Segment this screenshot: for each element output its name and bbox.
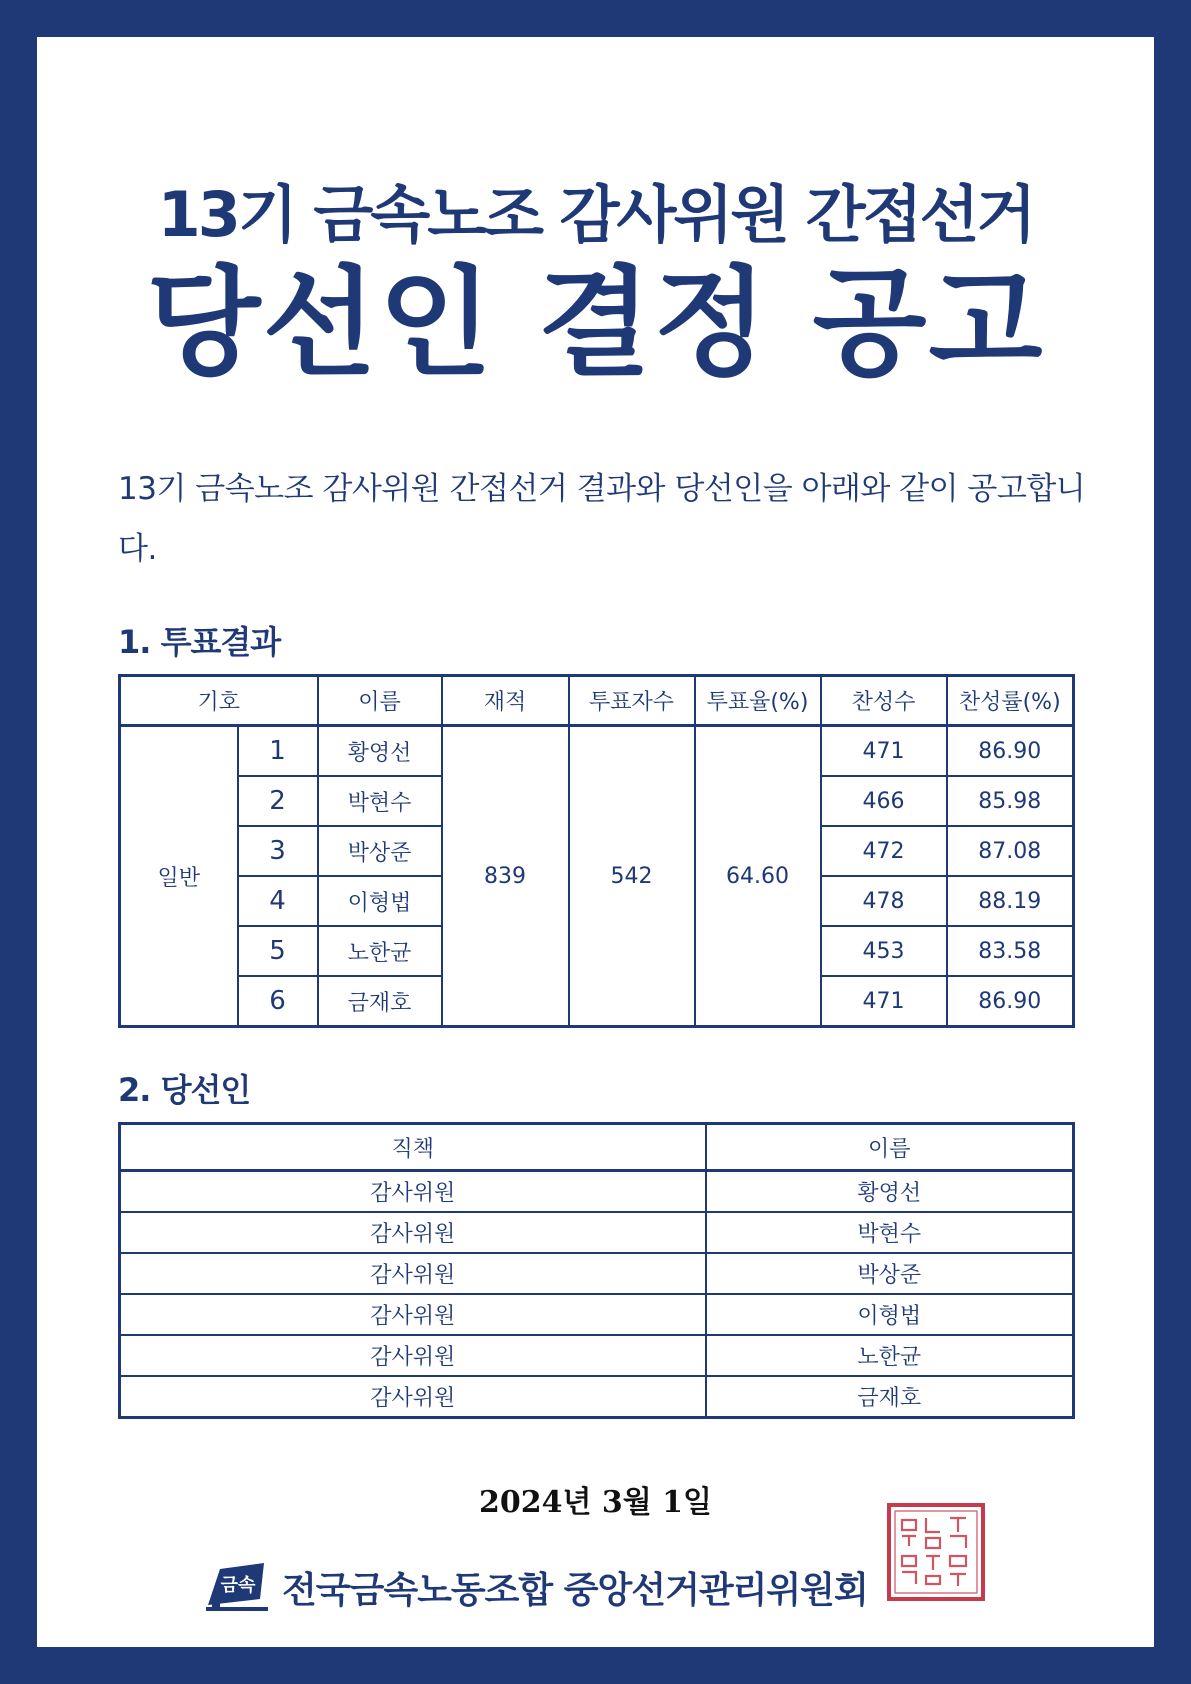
header-turnout: 투표율(%)	[695, 676, 821, 726]
logo-text: 금속	[220, 1575, 256, 1596]
yes-rate-cell: 86.90	[947, 976, 1074, 1027]
organization-signature	[202, 1557, 868, 1617]
yes-votes-cell: 453	[821, 926, 947, 976]
position-cell: 감사위원	[120, 1171, 706, 1213]
notice-sheet	[37, 37, 1154, 1647]
header-registered: 재적	[442, 676, 569, 726]
header-name: 이름	[318, 676, 442, 726]
position-cell: 감사위원	[120, 1253, 706, 1294]
yes-votes-cell: 478	[821, 876, 947, 926]
union-logo-icon	[202, 1559, 272, 1615]
table-row	[120, 1212, 1074, 1253]
candidate-name: 황영선	[318, 726, 442, 777]
candidate-number: 6	[238, 976, 318, 1027]
winners-table	[118, 1122, 1075, 1419]
candidate-number: 2	[238, 776, 318, 826]
header-winner-name: 이름	[706, 1124, 1074, 1171]
results-table	[118, 674, 1075, 1028]
candidate-number: 4	[238, 876, 318, 926]
registered-cell: 839	[442, 726, 569, 1027]
candidate-name: 이형법	[318, 876, 442, 926]
section-title-winners: 2. 당선인	[118, 1071, 251, 1109]
candidate-name: 노한균	[318, 926, 442, 976]
table-row	[120, 726, 1074, 777]
table-row	[120, 1171, 1074, 1213]
yes-votes-cell: 471	[821, 976, 947, 1027]
candidate-name: 금재호	[318, 976, 442, 1027]
official-seal-icon	[886, 1502, 986, 1602]
yes-rate-cell: 86.90	[947, 726, 1074, 777]
header-yes-rate: 찬성률(%)	[947, 676, 1074, 726]
position-cell: 감사위원	[120, 1376, 706, 1418]
voters-cell: 542	[569, 726, 695, 1027]
winner-name-cell: 이형법	[706, 1294, 1074, 1335]
candidate-name: 박상준	[318, 826, 442, 876]
winner-name-cell: 금재호	[706, 1376, 1074, 1418]
winner-name-cell: 노한균	[706, 1335, 1074, 1376]
table-row	[120, 1376, 1074, 1418]
winner-name-cell: 황영선	[706, 1171, 1074, 1213]
winner-name-cell: 박상준	[706, 1253, 1074, 1294]
position-cell: 감사위원	[120, 1212, 706, 1253]
header-voters: 투표자수	[569, 676, 695, 726]
section-title-results: 1. 투표결과	[118, 623, 281, 661]
winners-header-row	[120, 1124, 1074, 1171]
title-line-1: 13기 금속노조 감사위원 간접선거	[157, 178, 1034, 251]
turnout-cell: 64.60	[695, 726, 821, 1027]
candidate-number: 5	[238, 926, 318, 976]
yes-votes-cell: 466	[821, 776, 947, 826]
results-header-row	[120, 676, 1074, 726]
table-row	[120, 1294, 1074, 1335]
organization-name: 전국금속노동조합 중앙선거관리위원회	[282, 1569, 868, 1611]
yes-rate-cell: 88.19	[947, 876, 1074, 926]
yes-rate-cell: 85.98	[947, 776, 1074, 826]
candidate-name: 박현수	[318, 776, 442, 826]
header-yes-votes: 찬성수	[821, 676, 947, 726]
intro-text: 13기 금속노조 감사위원 간접선거 결과와 당선인을 아래와 같이 공고합니다.	[118, 471, 1086, 567]
yes-votes-cell: 472	[821, 826, 947, 876]
table-row	[120, 1253, 1074, 1294]
yes-votes-cell: 471	[821, 726, 947, 777]
candidate-number: 3	[238, 826, 318, 876]
yes-rate-cell: 87.08	[947, 826, 1074, 876]
position-cell: 감사위원	[120, 1294, 706, 1335]
header-position: 직책	[120, 1124, 706, 1171]
yes-rate-cell: 83.58	[947, 926, 1074, 976]
candidate-number: 1	[238, 726, 318, 777]
title-line-2: 당선인 결정 공고	[146, 254, 1045, 392]
winner-name-cell: 박현수	[706, 1212, 1074, 1253]
table-row	[120, 1335, 1074, 1376]
announcement-date: 2024년 3월 1일	[478, 1485, 713, 1520]
position-cell: 감사위원	[120, 1335, 706, 1376]
header-symbol: 기호	[120, 676, 318, 726]
category-cell: 일반	[120, 726, 238, 1027]
